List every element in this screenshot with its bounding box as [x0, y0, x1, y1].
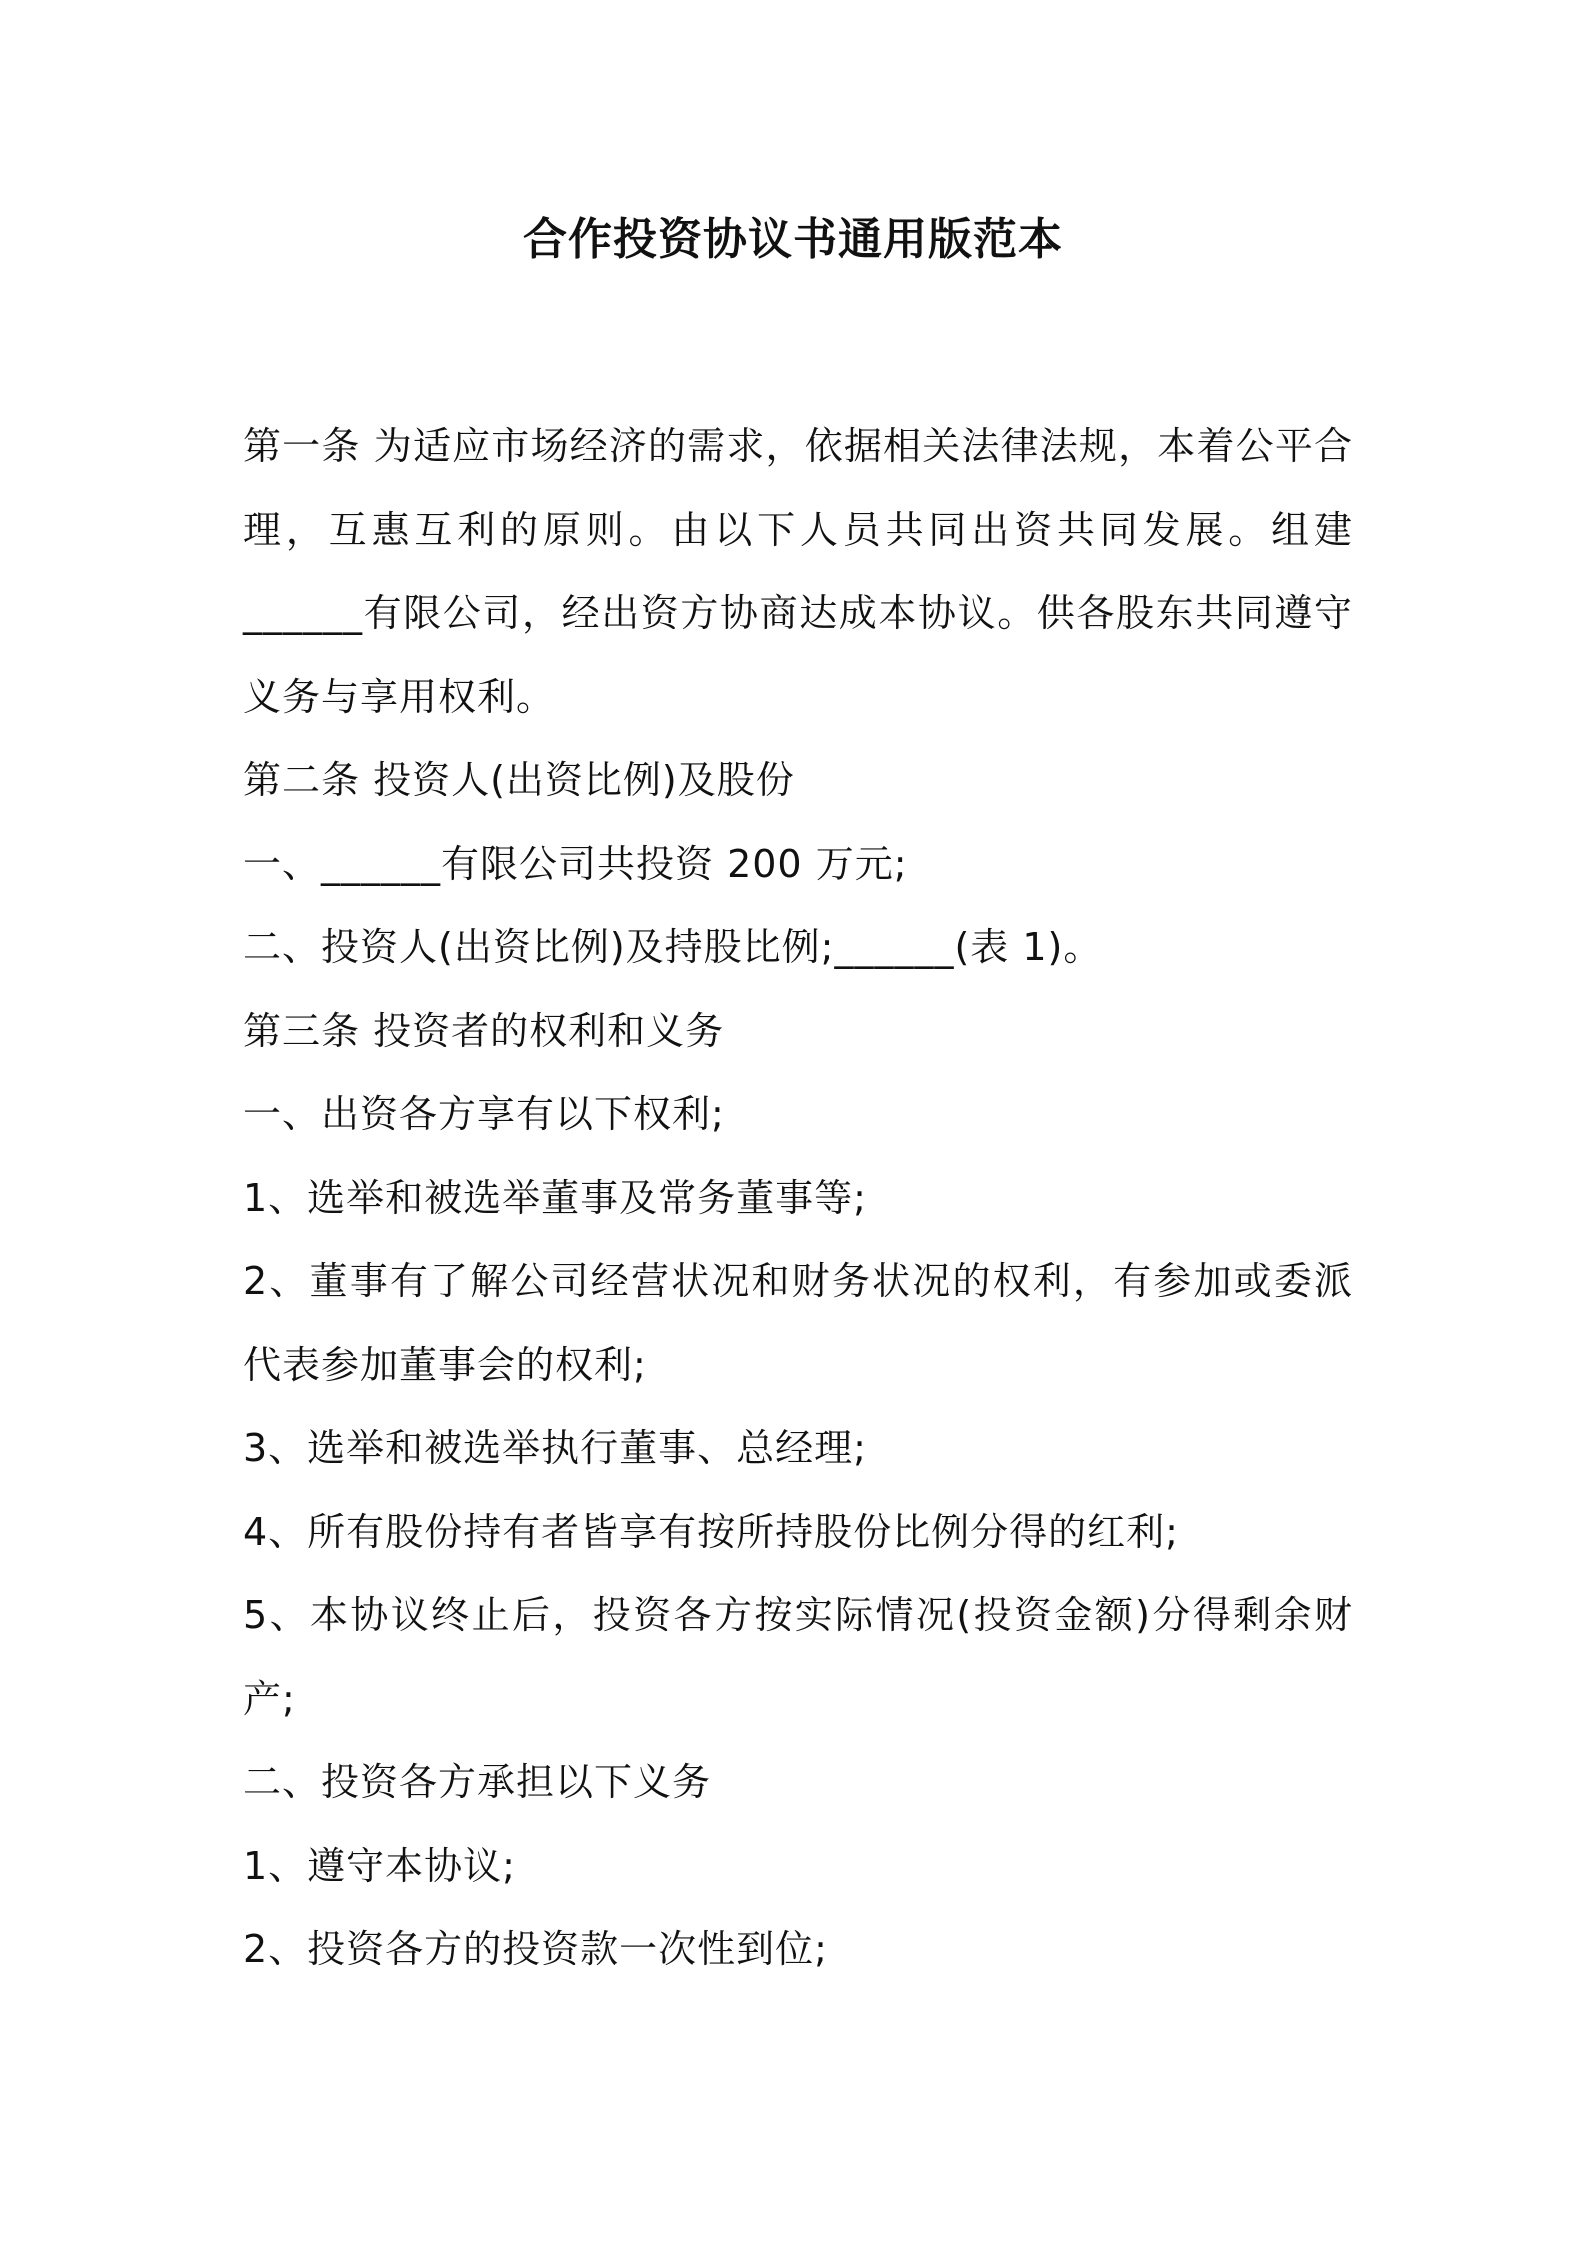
obligations-item-2: 2、投资各方的投资款一次性到位; [243, 1927, 828, 1971]
rights-heading: 一、出资各方享有以下权利; [243, 1092, 725, 1136]
article-1-text: 第一条 为适应市场经济的需求，依据相关法律法规，本着公平合理，互惠互利的原则。由以下人员共同出资共同发展。组建______有限公司，经出资方协商达成本协议。供各股东共同遵守义务与享用权利。 [243, 424, 1353, 719]
rights-item-1: 1、选举和被选举董事及常务董事等; [243, 1175, 867, 1220]
document-title: 合作投资协议书通用版范本 [523, 214, 1063, 265]
rights-item-4: 4、所有股份持有者皆享有按所持股份比例分得的红利; [243, 1509, 1179, 1554]
rights-item-5: 5、本协议终止后，投资各方按实际情况(投资金额)分得剩余财产; [243, 1593, 1353, 1721]
obligations-item-1: 1、遵守本协议; [243, 1843, 516, 1888]
article-3-heading: 第三条 投资者的权利和义务 [243, 1008, 725, 1053]
article-2-item-2: 二、投资人(出资比例)及持股比例;______(表 1)。 [243, 925, 1103, 969]
obligations-heading: 二、投资各方承担以下义务 [243, 1760, 712, 1804]
rights-item-3: 3、选举和被选举执行董事、总经理; [243, 1426, 867, 1470]
article-2-item-1: 一、______有限公司共投资 200 万元; [243, 841, 908, 886]
rights-item-2: 2、董事有了解公司经营状况和财务状况的权利，有参加或委派代表参加董事会的权利; [243, 1259, 1353, 1387]
article-2-heading: 第二条 投资人(出资比例)及股份 [243, 758, 795, 802]
document-body [243, 405, 1353, 1992]
